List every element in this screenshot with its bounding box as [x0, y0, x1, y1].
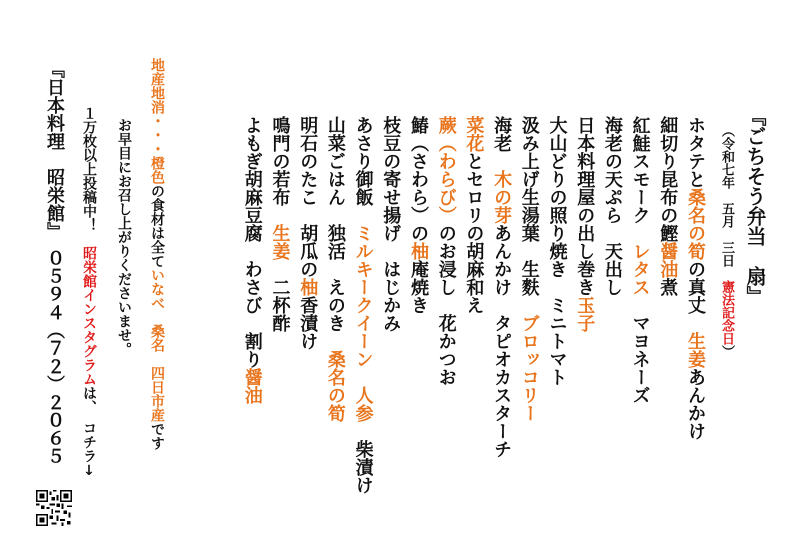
text-segment: 海老の天ぷら 天出し: [601, 116, 623, 296]
menu-item: [657, 116, 679, 296]
menu-item: [380, 116, 402, 332]
text-segment: 木の芽: [491, 170, 513, 224]
text-segment: 菜花: [463, 116, 485, 152]
date-era: （令和七年: [719, 124, 734, 189]
date-close: ）: [719, 345, 734, 358]
text-segment: 柴漬け: [352, 422, 374, 494]
local-produce-note: [150, 58, 164, 450]
menu-item: [491, 116, 513, 458]
menu-item: [520, 116, 538, 422]
text-segment: 紅鮭スモーク: [629, 116, 651, 242]
text-segment: 鰆（さわら）の: [408, 116, 429, 242]
text-segment: よもぎ胡麻豆腐 わさび 割り: [241, 116, 263, 368]
text-segment: 汲み上げ生湯葉 生麩: [518, 116, 540, 314]
text-segment: 大山どりの照り焼き ミニトマト: [546, 116, 568, 386]
text-segment: は、 コチラ↓: [81, 386, 97, 479]
date-day: 三日: [719, 241, 734, 267]
text-segment: 柚: [408, 242, 429, 260]
text-segment: 醤油: [241, 368, 263, 404]
text-segment: の食材は全て: [149, 184, 165, 268]
restaurant-info: [45, 60, 63, 465]
menu-item: [603, 116, 621, 296]
date-line: [720, 124, 733, 358]
text-segment: あんかけ タピオカスターチ: [491, 224, 513, 458]
date-month: 五月: [719, 202, 734, 228]
menu-item: [354, 116, 372, 494]
text-segment: ミルキークイーン 人参: [352, 224, 374, 422]
menu-item: [409, 116, 427, 314]
text-segment: 蕨（わらび）: [435, 116, 457, 224]
date-holiday: 憲法記念日: [719, 280, 734, 345]
restaurant-phone: ０５９４（７２）２０６５: [44, 249, 65, 465]
instagram-qr-code-icon[interactable]: [36, 490, 72, 526]
text-segment: 枝豆の寄せ揚げ はじかみ: [380, 116, 402, 332]
text-segment: 玉子: [574, 296, 596, 332]
text-segment: です: [149, 422, 165, 450]
text-segment: 柚: [297, 278, 319, 296]
text-segment: マヨネーズ: [629, 296, 651, 404]
menu-item: [271, 116, 289, 332]
text-segment: 日本料理屋の出し巻き: [574, 116, 596, 296]
text-segment: いなべ 桑名 四日市産: [149, 268, 165, 422]
text-segment: 煮: [657, 278, 679, 296]
menu-item: [631, 116, 649, 404]
text-segment: 桑名の筍: [324, 350, 346, 422]
text-segment: とセロリの胡麻和え: [463, 152, 485, 314]
menu-title: 『ごちそう弁当 扇』: [743, 106, 767, 306]
text-segment: 生姜: [269, 224, 291, 260]
text-segment: 桑名の筍: [685, 188, 706, 260]
text-segment: 醤油: [657, 242, 679, 278]
text-segment: 山菜ごはん 独活 えのき: [324, 116, 346, 350]
text-segment: 橙色: [149, 156, 165, 184]
text-segment: 鳴門の若布: [269, 116, 291, 224]
text-segment: ブロッコリー: [518, 314, 540, 422]
text-segment: 海老: [491, 116, 513, 170]
menu-item: [463, 116, 485, 314]
menu-item: [297, 116, 319, 350]
menu-item: [574, 116, 596, 332]
text-segment: ホタテと: [685, 116, 706, 188]
menu-item: [243, 116, 261, 404]
menu-item: [437, 116, 455, 386]
text-segment: 香漬け: [297, 296, 319, 350]
text-segment: あさり御飯: [352, 116, 374, 224]
closing-note: お早目にお召し上がりくださいませ。: [116, 118, 132, 356]
text-segment: あんかけ: [685, 368, 706, 440]
restaurant-name: 『日本料理 昭栄館』: [44, 60, 65, 231]
menu-item: [326, 116, 344, 422]
text-segment: １万枚以上投稿中！: [81, 106, 97, 246]
text-segment: の真丈: [685, 260, 706, 332]
text-segment: 庵焼き: [408, 260, 429, 314]
text-segment: のお浸し 花かつお: [435, 224, 457, 386]
text-segment: 生姜: [685, 332, 706, 368]
text-segment: 細切り昆布の鰹: [657, 116, 679, 242]
instagram-note: [82, 106, 96, 479]
text-segment: 明石のたこ 胡瓜の: [297, 116, 319, 278]
text-segment: 昭栄館インスタグラム: [81, 246, 97, 386]
text-segment: 二杯酢: [269, 260, 291, 332]
menu-item: [686, 116, 704, 440]
text-segment: 地産地消・・・: [149, 58, 165, 156]
text-segment: レタス: [629, 242, 651, 296]
menu-item: [548, 116, 566, 386]
